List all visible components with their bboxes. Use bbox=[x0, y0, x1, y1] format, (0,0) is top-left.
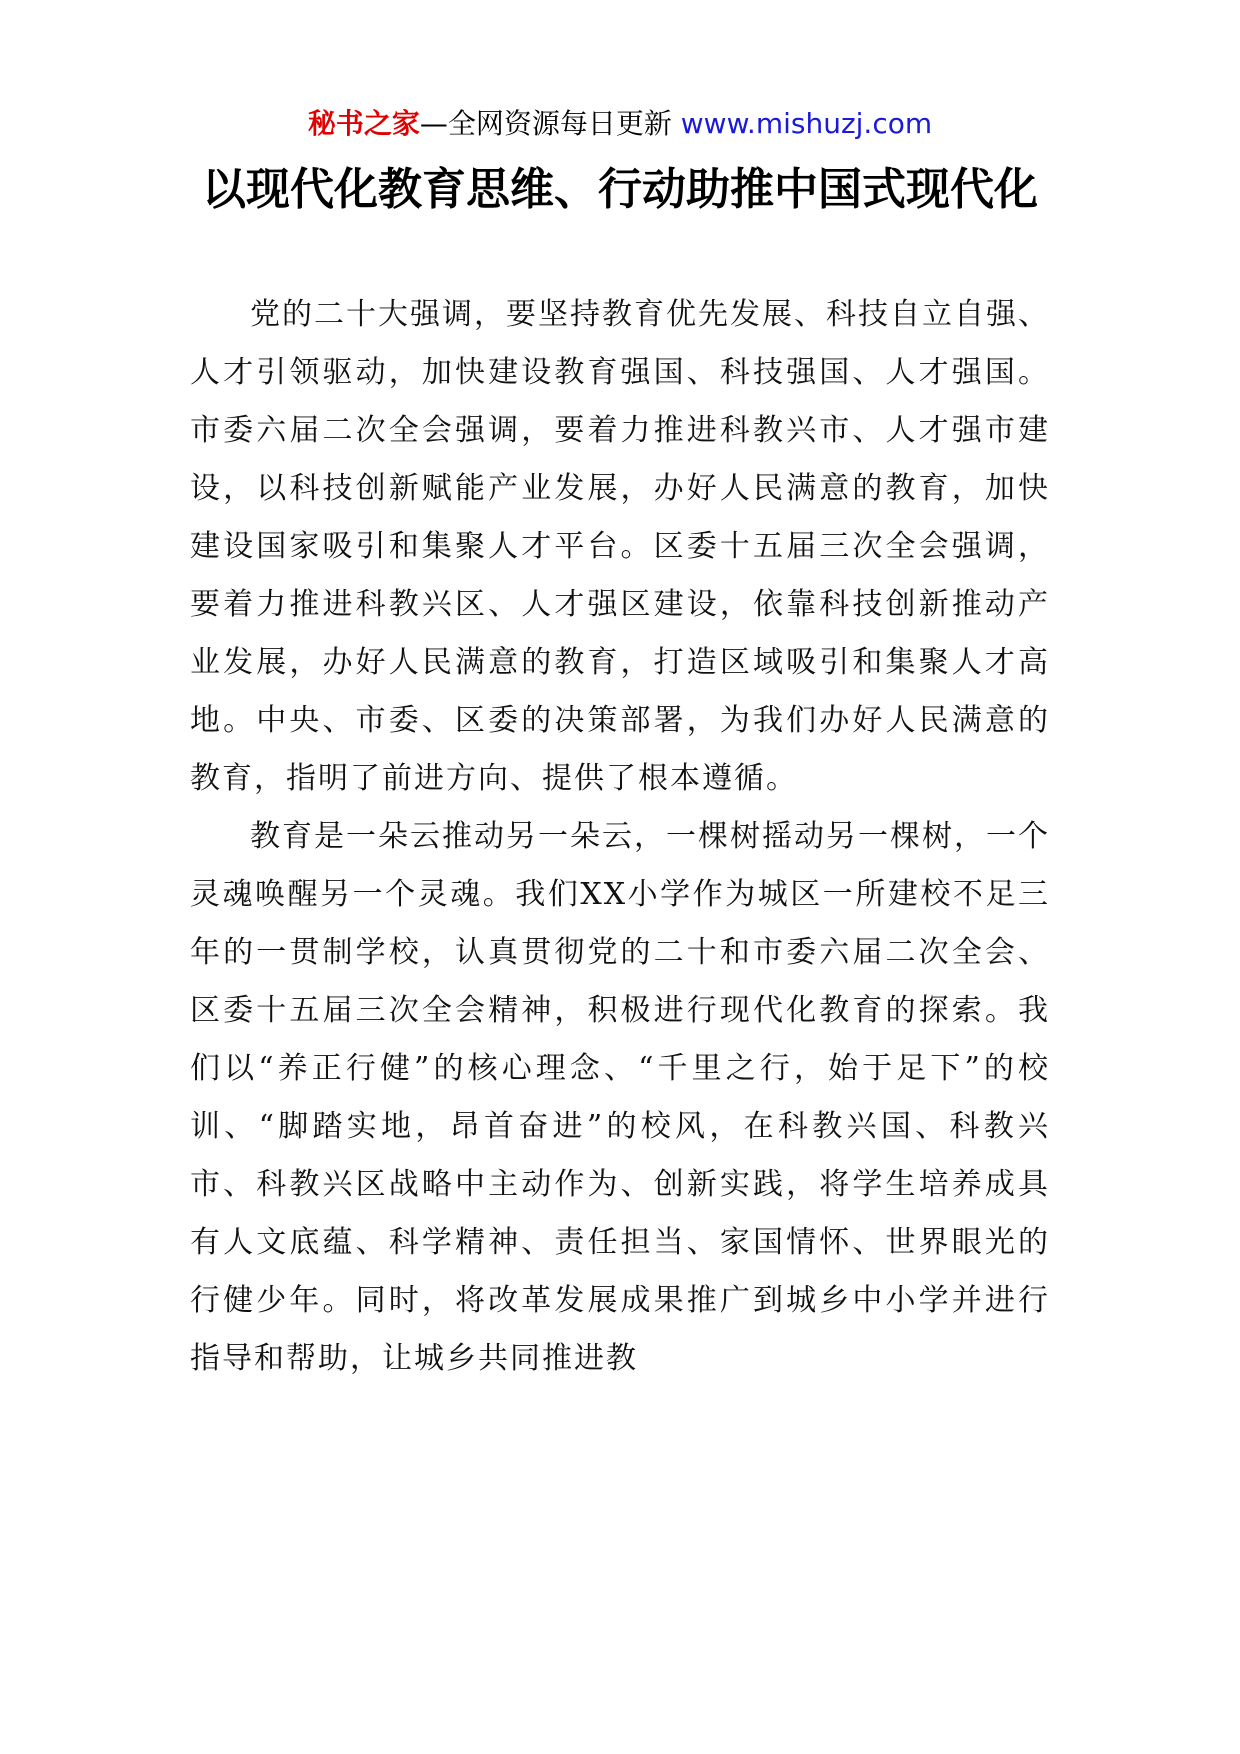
paragraph-2: 教育是一朵云推动另一朵云，一棵树摇动另一棵树，一个灵魂唤醒另一个灵魂。我们XX小学作为城区一所建校不足三年的一贯制学校，认真贯彻党的二十和市委六届二次全会、区委十五届三次全会精神，积极进行现代化教育的探索。我们以“养正行健”的核心理念、“千里之行，始于足下”的校训、“脚踏实地，昂首奋进”的校风，在科教兴国、科教兴市、科教兴区战略中主动作为、创新实践，将学生培养成具有人文底蕴、科学精神、责任担当、家国情怀、世界眼光的行健少年。同时，将改革发展成果推广到城乡中小学并进行指导和帮助，让城乡共同推进教 bbox=[190, 819, 1050, 1376]
document-body bbox=[190, 286, 1050, 1388]
site-url-link[interactable]: www.mishuzj.com bbox=[680, 107, 933, 140]
site-watermark-header bbox=[0, 104, 1240, 144]
paragraph-1: 党的二十大强调，要坚持教育优先发展、科技自立自强、人才引领驱动，加快建设教育强国、科技强国、人才强国。市委六届二次全会强调，要着力推进科教兴市、人才强市建设，以科技创新赋能产业发展，办好人民满意的教育，加快建设国家吸引和集聚人才平台。区委十五届三次全会强调，要着力推进科教兴区、人才强区建设，依靠科技创新推动产业发展，办好人民满意的教育，打造区域吸引和集聚人才高地。中央、市委、区委的决策部署，为我们办好人民满意的教育，指明了前进方向、提供了根本遵循。 bbox=[190, 297, 1050, 796]
document-title: 以现代化教育思维、行动助推中国式现代化 bbox=[202, 164, 1038, 215]
site-tagline: —全网资源每日更新 bbox=[419, 107, 681, 140]
site-brand: 秘书之家 bbox=[307, 107, 420, 140]
